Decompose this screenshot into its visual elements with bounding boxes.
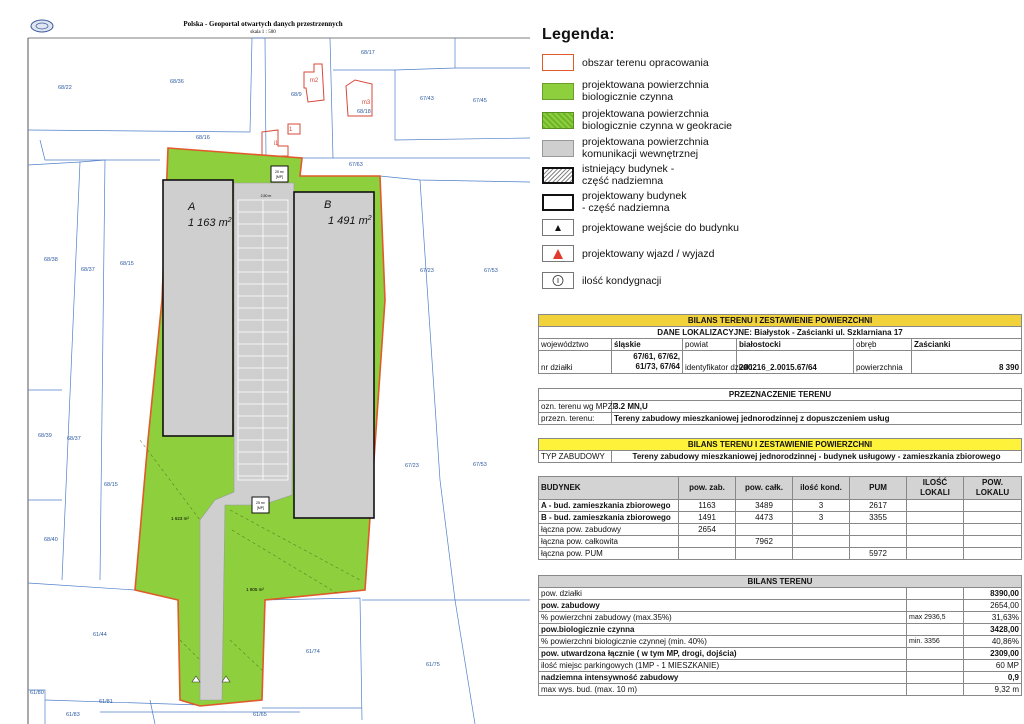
legend-label: obszar terenu opracowania: [582, 56, 709, 69]
table-row: [539, 588, 1022, 600]
cell: 67/61, 67/62, 61/73, 67/64: [612, 351, 683, 374]
svg-text:67/45: 67/45: [473, 98, 487, 104]
green-texture-swatch: [542, 112, 574, 129]
building-a-area: 1 163 $m^2$: [188, 217, 232, 229]
cell: [964, 524, 1022, 536]
table-row: [539, 524, 1022, 536]
svg-text:68/16: 68/16: [196, 135, 210, 141]
cell: [907, 500, 964, 512]
cell: [964, 548, 1022, 560]
balance-label: % powierzchni biologicznie czynnej (min. 40%): [539, 636, 907, 648]
table-row: [539, 672, 1022, 684]
cell: 1491: [679, 512, 736, 524]
legend-item-green: [542, 79, 709, 103]
cell: powiat: [683, 339, 737, 351]
svg-text:67/43: 67/43: [420, 96, 434, 102]
existing-building-label-m3: m3: [361, 100, 371, 106]
existing-building-label-m2: m2: [309, 78, 319, 84]
legend-item-green-texture: [542, 108, 732, 132]
floors-circle-icon: [542, 272, 574, 289]
svg-text:68/15: 68/15: [120, 261, 134, 267]
cell: 1163: [679, 500, 736, 512]
svg-text:68/9: 68/9: [291, 92, 302, 98]
balance-label: ilość miejsc parkingowych (1MP - 1 MIESZKANIE): [539, 660, 907, 672]
legend-item-existing-building: [542, 163, 674, 187]
designed-building-swatch: [542, 194, 574, 211]
cell: TYP ZABUDOWY: [539, 451, 612, 463]
svg-text:61/44: 61/44: [93, 632, 107, 638]
cell: [964, 500, 1022, 512]
cell: [964, 512, 1022, 524]
green-area-bottom-label: 1 805 m²: [246, 587, 264, 592]
map-scale: skala 1 : 500: [250, 30, 276, 35]
location-table: [538, 314, 1022, 374]
building-type-table: [538, 438, 1022, 463]
cell: łączna pow. całkowita: [539, 536, 679, 548]
balance-note: min. 3356: [907, 636, 964, 648]
balance-label: pow.biologicznie czynna: [539, 624, 907, 636]
cell: [679, 536, 736, 548]
table-row: [539, 624, 1022, 636]
green-swatch: [542, 83, 574, 100]
svg-text:68/39: 68/39: [38, 433, 52, 439]
svg-text:68/37: 68/37: [81, 267, 95, 273]
balance-value: 3428,00: [964, 624, 1022, 636]
existing-building-label-i1a: i1: [287, 127, 293, 133]
geoportal-logo: [31, 20, 53, 32]
location-value: Białystok - Zaścianki ul. Szklarniana 17: [754, 327, 903, 337]
cell: identyfikator działki: [683, 351, 737, 374]
balance-label: pow. utwardzona łącznie ( w tym MP, drogi, dojścia): [539, 648, 907, 660]
cell: [736, 524, 793, 536]
cell: 3355: [850, 512, 907, 524]
svg-text:67/53: 67/53: [473, 462, 487, 468]
balance-note: [907, 588, 964, 600]
table-header-row: [539, 477, 1022, 500]
small-structure-top-type: [MP]: [275, 175, 284, 179]
table-row: [539, 339, 1022, 351]
legend-item-entrance: [542, 219, 739, 236]
legend-item-outline: [542, 54, 709, 71]
legend-label: projektowany budynek - część nadziemna: [582, 190, 687, 214]
table-row: [539, 351, 1022, 374]
cell: [850, 536, 907, 548]
legend-label: projektowany wjazd / wyjazd: [582, 247, 715, 260]
building-a-letter: A: [188, 201, 196, 213]
balance-note: [907, 672, 964, 684]
balance-label: max wys. bud. (max. 10 m): [539, 684, 907, 696]
cell: 3.2 MN,U: [612, 401, 1022, 413]
cell: 8 390: [912, 351, 1022, 374]
outline-swatch: [542, 54, 574, 71]
grey-swatch: [542, 140, 574, 157]
location-label: DANE LOKALIZACYJNE:: [657, 327, 752, 337]
entrance-triangle-icon: [542, 219, 574, 236]
cell: powierzchnia: [854, 351, 912, 374]
cell: 2617: [850, 500, 907, 512]
column-header: BUDYNEK: [539, 477, 679, 500]
table-row: [539, 451, 1022, 463]
legend-label: projektowana powierzchnia biologicznie czynna w geokracie: [582, 108, 732, 132]
column-header: ilość kond.: [793, 477, 850, 500]
table1-header: BILANS TERENU I ZESTAWIENIE POWIERZCHNI: [539, 315, 1022, 327]
cell: [850, 524, 907, 536]
svg-text:61/74: 61/74: [306, 649, 320, 655]
legend-item-grey: [542, 136, 709, 160]
existing-building-label-i1b: i1: [273, 141, 279, 147]
legend-item-driveway: [542, 245, 714, 262]
table-row: [539, 500, 1022, 512]
cell: [736, 548, 793, 560]
svg-text:61/83: 61/83: [66, 712, 80, 718]
table-row: [539, 600, 1022, 612]
balance-note: [907, 660, 964, 672]
building-b-area: 1 491 $m^2$: [328, 215, 372, 227]
column-header: PUM: [850, 477, 907, 500]
balance-value: 8390,00: [964, 588, 1022, 600]
cell: B - bud. zamieszkania zbiorowego: [539, 512, 679, 524]
table-row: [539, 401, 1022, 413]
svg-text:67/23: 67/23: [405, 463, 419, 469]
svg-text:61/81: 61/81: [99, 699, 113, 705]
cell: [793, 548, 850, 560]
legend-label: istniejący budynek - część nadziemna: [582, 163, 675, 187]
svg-text:68/36: 68/36: [170, 79, 184, 85]
balance-note: max 2936,5: [907, 612, 964, 624]
svg-text:61/80: 61/80: [30, 690, 44, 696]
location-row: [539, 327, 1022, 339]
building-b-letter: B: [324, 199, 332, 211]
legend-label: ilość kondygnacji: [582, 274, 662, 287]
cell: 3: [793, 512, 850, 524]
table-row: [539, 660, 1022, 672]
svg-text:61/65: 61/65: [253, 712, 267, 718]
cell: [679, 548, 736, 560]
svg-text:68/18: 68/18: [357, 109, 371, 115]
table5-header: BILANS TERENU: [539, 576, 1022, 588]
svg-text:68/15: 68/15: [104, 482, 118, 488]
cell: Tereny zabudowy mieszkaniowej jednorodzinnej z dopuszczeniem usług: [612, 413, 1022, 425]
legend-item-floors: [542, 272, 661, 289]
road-width-label: 2,50 m: [260, 194, 272, 198]
cell: województwo: [539, 339, 612, 351]
balance-note: [907, 684, 964, 696]
cell: [793, 536, 850, 548]
balance-label: pow. zabudowy: [539, 600, 907, 612]
legend-title: Legenda:: [542, 26, 615, 43]
table-row: [539, 612, 1022, 624]
balance-note: [907, 624, 964, 636]
cell: [907, 524, 964, 536]
small-structure-top-area: 25 m²: [275, 170, 284, 174]
cell: 4473: [736, 512, 793, 524]
svg-text:68/37: 68/37: [67, 436, 81, 442]
legend-label: projektowane wejście do budynku: [582, 221, 740, 234]
table-row: [539, 536, 1022, 548]
legend-label: projektowana powierzchnia biologicznie czynna: [582, 79, 709, 103]
balance-note: [907, 600, 964, 612]
cell: [964, 536, 1022, 548]
cell: 3: [793, 500, 850, 512]
cell: przezn. terenu:: [539, 413, 612, 425]
cell: łączna pow. zabudowy: [539, 524, 679, 536]
svg-text:67/23: 67/23: [420, 268, 434, 274]
svg-text:68/38: 68/38: [44, 257, 58, 263]
balance-label: nadziemna intensywność zabudowy: [539, 672, 907, 684]
small-structure-bottom-area: 25 m²: [256, 501, 265, 505]
small-structure-bottom: [252, 497, 269, 513]
cell: obręb: [854, 339, 912, 351]
cell: nr działki: [539, 351, 612, 374]
table-row: [539, 548, 1022, 560]
cell: łączna pow. PUM: [539, 548, 679, 560]
legend-label: projektowana powierzchnia komunikacji wewnętrznej: [582, 136, 709, 160]
purpose-table: [538, 388, 1022, 425]
cell: 7962: [736, 536, 793, 548]
balance-value: 60 MP: [964, 660, 1022, 672]
svg-text:68/22: 68/22: [58, 85, 72, 91]
table-row: [539, 636, 1022, 648]
column-header: pow. całk.: [736, 477, 793, 500]
building-b: [294, 192, 374, 518]
cell: śląskie: [612, 339, 683, 351]
map-title: Polska - Geoportal otwartych danych przestrzennych: [183, 20, 343, 28]
table-row: [539, 413, 1022, 425]
svg-text:67/63: 67/63: [349, 162, 363, 168]
balance-label: pow. działki: [539, 588, 907, 600]
balance-value: 31,63%: [964, 612, 1022, 624]
balance-value: 40,86%: [964, 636, 1022, 648]
table-row: [539, 648, 1022, 660]
cell: Zaścianki: [912, 339, 1022, 351]
table-row: [539, 684, 1022, 696]
svg-text:68/40: 68/40: [44, 537, 58, 543]
cell: białostocki: [737, 339, 854, 351]
existing-building-swatch: [542, 167, 574, 184]
table-row: [539, 512, 1022, 524]
cell: Tereny zabudowy mieszkaniowej jednorodzinnej - budynek usługowy - zamieszkania zbiorowego: [612, 451, 1022, 463]
small-structure-top: [271, 166, 288, 182]
column-header: ILOŚĆ LOKALI: [907, 477, 964, 500]
balance-value: 2654,00: [964, 600, 1022, 612]
cell: A - bud. zamieszkania zbiorowego: [539, 500, 679, 512]
cell: 2654: [679, 524, 736, 536]
driveway-triangle-icon: [542, 245, 574, 262]
balance-value: 9,32 m: [964, 684, 1022, 696]
table3-header: BILANS TERENU I ZESTAWIENIE POWIERZCHNI: [539, 439, 1022, 451]
cell: 5972: [850, 548, 907, 560]
table2-header: PRZEZNACZENIE TERENU: [539, 389, 1022, 401]
legend-item-designed-building: [542, 190, 686, 214]
svg-text:61/75: 61/75: [426, 662, 440, 668]
cell: [907, 548, 964, 560]
balance-note: [907, 648, 964, 660]
cell: 3489: [736, 500, 793, 512]
balance-value: 0,9: [964, 672, 1022, 684]
svg-text:67/53: 67/53: [484, 268, 498, 274]
buildings-table: [538, 476, 1022, 560]
cell: [907, 512, 964, 524]
cell: [793, 524, 850, 536]
cell: ozn. terenu wg MPZP: [539, 401, 612, 413]
cell: [907, 536, 964, 548]
small-structure-bottom-type: [MP]: [256, 506, 265, 510]
column-header: pow. zab.: [679, 477, 736, 500]
column-header: POW. LOKALU: [964, 477, 1022, 500]
green-area-left-label: 1 623 m²: [171, 516, 189, 521]
balance-label: % powierzchni zabudowy (max.35%): [539, 612, 907, 624]
svg-text:68/17: 68/17: [361, 50, 375, 56]
balance-value: 2309,00: [964, 648, 1022, 660]
land-balance-table: [538, 575, 1022, 696]
cell: 200216_2.0015.67/64: [737, 351, 854, 374]
